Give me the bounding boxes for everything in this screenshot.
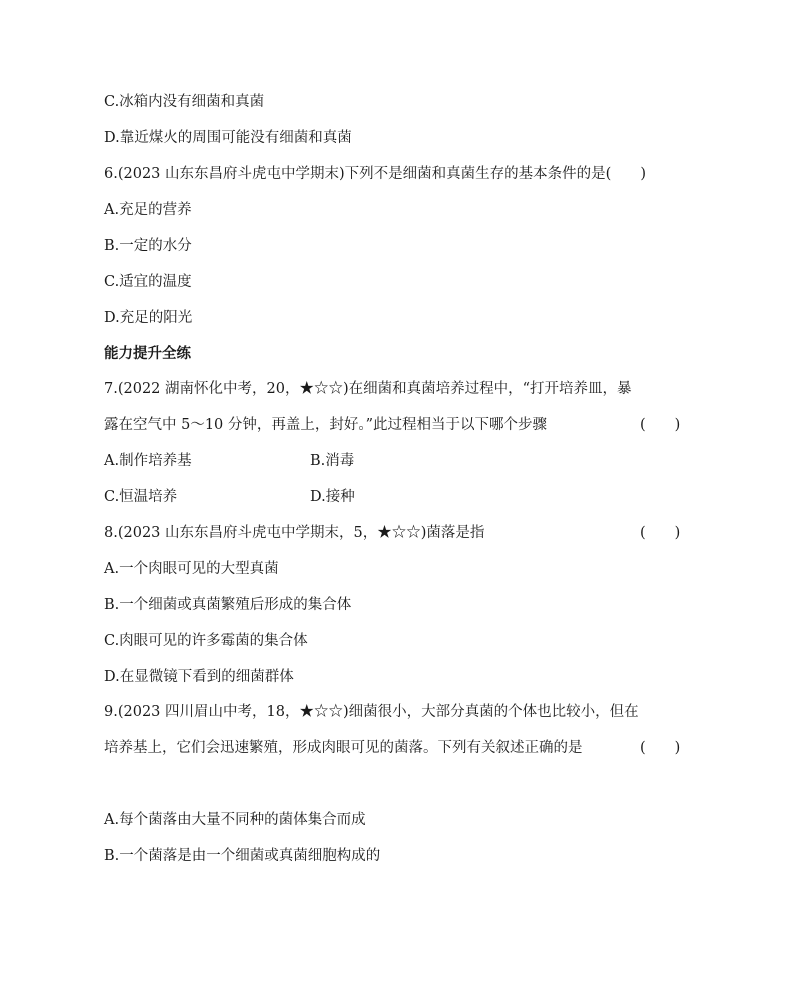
q7-stem-line1: 7.(2022 湖南怀化中考，20，★☆☆)在细菌和真菌培养过程中，“打开培养皿，暴 [104, 381, 632, 397]
q5-option-c: C.冰箱内没有细菌和真菌 [104, 94, 265, 110]
q6-option-a: A.充足的营养 [104, 202, 192, 218]
q7-option-b: B.消毒 [310, 453, 355, 469]
q9-option-b: B.一个菌落是由一个细菌或真菌细胞构成的 [104, 848, 381, 864]
q6-option-d: D.充足的阳光 [104, 310, 193, 326]
q5-option-d: D.靠近煤火的周围可能没有细菌和真菌 [104, 130, 352, 146]
q8-option-d: D.在显微镜下看到的细菌群体 [104, 669, 294, 685]
q8-stem: 8.(2023 山东东昌府斗虎屯中学期末，5，★☆☆)菌落是指 [104, 525, 485, 541]
q7-option-a: A.制作培养基 [104, 453, 192, 469]
q7-option-d: D.接种 [310, 489, 355, 505]
q8-option-b: B.一个细菌或真菌繁殖后形成的集合体 [104, 597, 352, 613]
q8-answer-paren: ( ) [640, 525, 681, 541]
section-heading: 能力提升全练 [104, 346, 191, 362]
q7-option-c: C.恒温培养 [104, 489, 178, 505]
q6-stem: 6.(2023 山东东昌府斗虎屯中学期末)下列不是细菌和真菌生存的基本条件的是( ) [104, 166, 646, 182]
q9-answer-paren: ( ) [640, 740, 681, 756]
q8-option-c: C.肉眼可见的许多霉菌的集合体 [104, 633, 308, 649]
q9-option-a: A.每个菌落由大量不同种的菌体集合而成 [104, 812, 366, 828]
q9-stem-line2: 培养基上，它们会迅速繁殖，形成肉眼可见的菌落。下列有关叙述正确的是 [104, 740, 583, 756]
q6-option-c: C.适宜的温度 [104, 274, 192, 290]
q9-stem-line1: 9.(2023 四川眉山中考，18，★☆☆)细菌很小，大部分真菌的个体也比较小，但在 [104, 704, 639, 720]
q7-stem-line2: 露在空气中 5～10 分钟，再盖上，封好。”此过程相当于以下哪个步骤 [104, 417, 548, 433]
q8-option-a: A.一个肉眼可见的大型真菌 [104, 561, 279, 577]
q7-answer-paren: ( ) [640, 417, 681, 433]
q6-option-b: B.一定的水分 [104, 238, 192, 254]
